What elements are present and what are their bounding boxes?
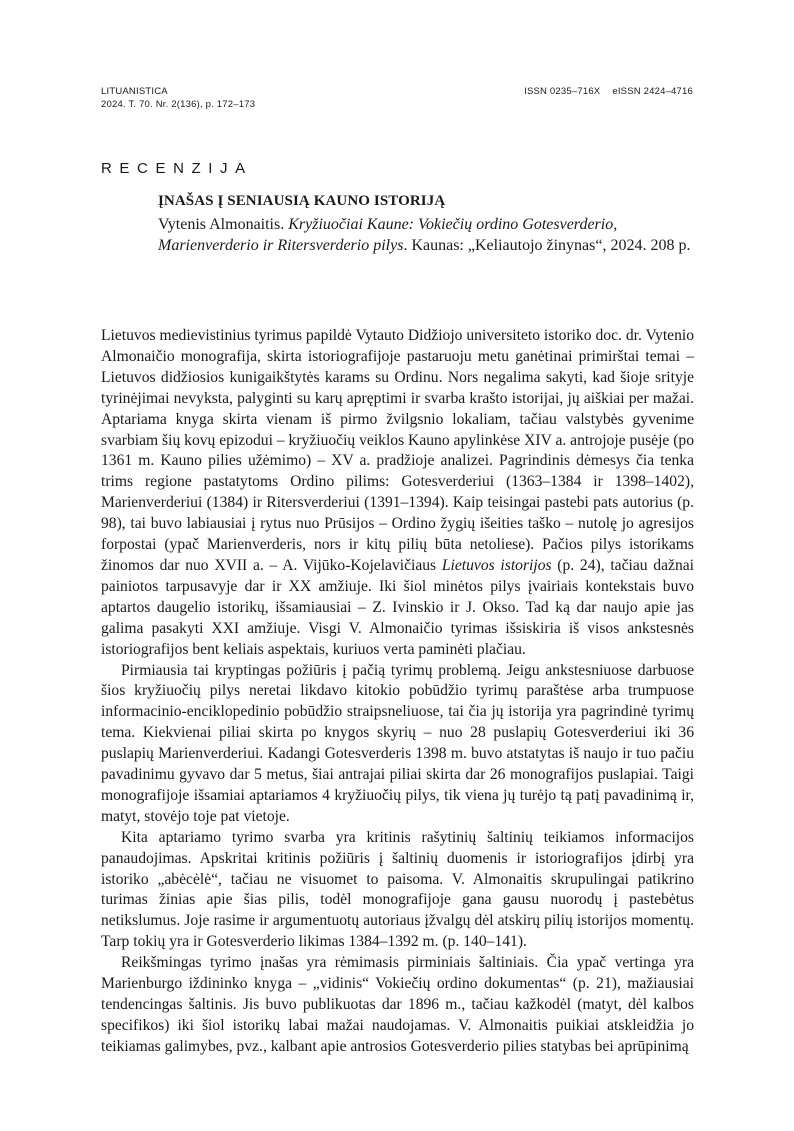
- running-header: [101, 85, 693, 115]
- book-author: Vytenis Almonaitis.: [158, 216, 285, 233]
- book-citation: [158, 214, 698, 256]
- paragraph-2: Pirmiausia tai kryptingas požiūris į pačią tyrimų problemą. Jeigu ankstesniuose darbuose šios kryžiuočių pilys neretai likdavo kitokio pobūdžio tyrimų paraštėse arba trumpuose informacinio-enciklopedinio pobūdžio straipsneliuose, tai čia jų istorija yra pagrindinė tyrimų tema. Kiekvienai piliai skirta po knygos skyrių – nuo 28 puslapių Gotesverderiui iki 36 puslapių Marienverderiui. Kadangi Gotesverderis 1398 m. buvo atstatytas iš naujo ir tuo pačiu pavadinimu gyvavo dar 5 metus, šiai antrajai piliai skirta dar 26 monografijos puslapiai. Taigi monografijoje išsamiai aptariamos 4 kryžiuočių pilys, tik viena jų turėjo tą patį pavadinimą ir, matyt, stovėjo toje pat vietoje.: [101, 661, 694, 825]
- book-title: Kryžiuočiai Kaune: Vokiečių ordino Gotesverderio, Marienverderio ir Ritersverderio pilys: [158, 216, 618, 254]
- paragraph-3: Kita aptariamo tyrimo svarba yra kritinis rašytinių šaltinių teikiamos informacijos panaudojimas. Apskritai kritinis požiūris į šaltinių duomenis ir istoriografijos įdirbį yra istoriko „abėcėlė“, tačiau ne visuomet to paisoma. V. Almonaitis skrupulingai patikrino turimas žinias apie šias pilis, todėl monografijoje gana gausu nuorodų į pastebėtus netikslumus. Joje rasime ir argumentuotų autoriaus įžvalgų dėl atskirų pilių istorijos momentų. Tarp tokių yra ir Gotesverderio likimas 1384–1392 m. (p. 140–141).: [101, 828, 694, 951]
- paragraph-1-text-a: Lietuvos medievistinius tyrimus papildė Vytauto Didžiojo universiteto istoriko doc. dr. Vytenio Almonaičio monografija, skirta istoriografijoje pastaruoju metu ganėtinai primirštai temai – Lietuvos didžiosios kunigaikštytės karams su Ordinu. Nors negalima sakyti, kad šioje srityje tyrinėjimai nevyksta, palyginti su karų apręptimi ir svarba krašto istorijai, jų aiškiai per mažai. Aptariama knyga skirta vienam iš pirmo žvilgsnio lokaliam, tačiau valstybės gyvenime svarbiam šių kovų epizodui – kryžiuočių veiklos Kauno apylinkėse XIV a. antrojoje pusėje (po 1361 m. Kauno pilies užėmimo) – XV a. pradžioje analizei. Pagrindinis dėmesys čia tenka trims regione pastatytoms Ordino pilims: Gotesverderiui (1363–1384 ir 1398–1402), Marienverderiui (1384) ir Ritersverderiui (1391–1394). Kaip teisingai pastebi pats autorius (p. 98), tai buvo labiausiai į rytus nuo Prūsijos – Ordino žygių išeities taško – nutolę jo agresijos forpostai (ypač Marienverderis, nors ir kitų pilių būta netoliese). Pačios pilys istorikams žinomos dar nuo XVII a. – A. Vijūko-Kojelavičiaus: [101, 327, 695, 574]
- section-label: RECENZIJA: [101, 160, 253, 177]
- journal-name: LITUANISTICA: [101, 86, 168, 97]
- review-title: ĮNAŠAS Į SENIAUSIĄ KAUNO ISTORIJĄ: [158, 193, 446, 209]
- journal-info: [101, 85, 255, 111]
- paragraph-4: Reikšmingas tyrimo įnašas yra rėmimasis pirminiais šaltiniais. Čia ypač vertinga yra Marienburgo iždininko knyga – „vidinis“ Vokiečių ordino dokumentas“ (p. 21), mažiausiai tendencingas šaltinis. Jis buvo publikuotas dar 1896 m., tačiau kažkodėl (matyt, dėl kalbos specifikos) iki šiol istorikų labai mažai naudojamas. V. Almonaitis puikiai atskleidžia jo teikiamas galimybes, pvz., kalbant apie antrosios Gotesverderio pilies statybas bei aprūpinimą: [101, 954, 694, 1055]
- book-publication: . Kaunas: „Keliautojo žinynas“, 2024. 208 p.: [403, 237, 691, 254]
- review-heading: [158, 190, 698, 256]
- review-body: [101, 326, 694, 1058]
- paragraph-1: [101, 326, 694, 661]
- journal-citation: 2024. T. 70. Nr. 2(136), p. 172–173: [101, 99, 256, 110]
- issn-info: [524, 85, 693, 98]
- eissn: eISSN 2424–4716: [612, 86, 693, 97]
- paragraph-1-text-b: (p. 24), tačiau dažnai painiotos tarpusavyje dar ir XX amžiuje. Iki šiol minėtos pilys įvairiais kontekstais buvo aptartos daugelio istorikų, išsamiausiai – Z. Ivinskio ir J. Okso. Tad ką dar naujo apie jas galima pasakyti XXI amžiuje. Visgi V. Almonaičio tyrimas išsiskiria iš visos ankstesnės istoriografijos bent keliais aspektais, kuriuos verta paminėti plačiau.: [101, 556, 694, 658]
- paragraph-1-italic-title: Lietuvos istorijos: [441, 556, 552, 574]
- issn: ISSN 0235–716X: [524, 86, 601, 97]
